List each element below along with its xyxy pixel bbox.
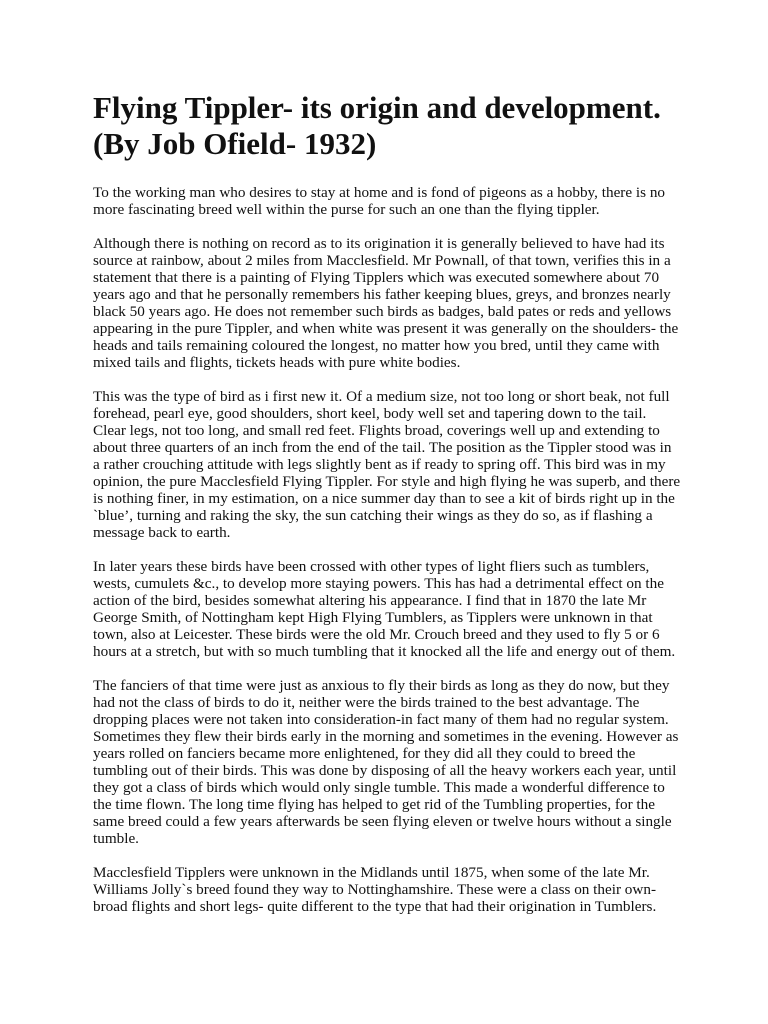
document-title xyxy=(93,90,681,162)
document-page xyxy=(93,90,681,932)
paragraph-6: Macclesfield Tipplers were unknown in the Midlands until 1875, when some of the late Mr. Williams Jolly`s breed found they way to Nottinghamshire. These were a class on their own- broad flights and short legs- quite different to the type that had their origination in Tumblers. xyxy=(93,864,657,915)
paragraph-5: The fanciers of that time were just as anxious to fly their birds as long as they do now, but they had not the class of birds to do it, neither were the birds trained to the best advantage. The dropping places were not taken into consideration-in fact many of them had no regular system. Sometimes they flew their birds early in the morning and sometimes in the evening. However as years rolled on fanciers became more enlightened, for they did all they could to breed the tumbling out of their birds. This was done by disposing of all the heavy workers each year, until they got a class of birds which would only single tumble. This made a wonderful difference to the time flown. The long time flying has helped to get rid of the Tumbling properties, for the same breed could a few years afterwards be seen flying eleven or twelve hours without a single tumble. xyxy=(93,677,679,847)
paragraph-1: To the working man who desires to stay at home and is fond of pigeons as a hobby, there is no more fascinating breed well within the purse for such an one than the flying tippler. xyxy=(93,184,666,218)
paragraph-2: Although there is nothing on record as to its origination it is generally believed to have had its source at rainbow, about 2 miles from Macclesfield. Mr Pownall, of that town, verifies this in a statement that there is a painting of Flying Tipplers which was executed somewhere about 70 years ago and that he personally remembers his father keeping blues, greys, and bronzes nearly black 50 years ago. He does not remember such birds as badges, bald pates or reds and yellows appearing in the pure Tippler, and when white was present it was generally on the shoulders- the heads and tails remaining coloured the longest, no matter how you bred, until they came with mixed tails and flights, tickets heads with pure white bodies. xyxy=(93,235,679,371)
paragraph-3: This was the type of bird as i first new it. Of a medium size, not too long or short beak, not full forehead, pearl eye, good shoulders, short keel, body well set and tapering down to the tail. Clear legs, not too long, and small red feet. Flights broad, coverings well up and extending to about three quarters of an inch from the end of the tail. The position as the Tippler stood was in a rather crouching attitude with legs slightly bent as if ready to spring off. This bird was in my opinion, the pure Macclesfield Flying Tippler. For style and high flying he was superb, and there is nothing finer, in my estimation, on a nice summer day than to see a kit of birds right up in the `blue’, turning and raking the sky, the sun catching their wings as they do so, as if flashing a message back to earth. xyxy=(93,388,681,541)
paragraph-4: In later years these birds have been crossed with other types of light fliers such as tumblers, wests, cumulets &c., to develop more staying powers. This has had a detrimental effect on the action of the bird, besides somewhat altering his appearance. I find that in 1870 the late Mr George Smith, of Nottingham kept High Flying Tumblers, as Tipplers were unknown in that town, also at Leicester. These birds were the old Mr. Crouch breed and they used to fly 5 or 6 hours at a stretch, but with so much tumbling that it knocked all the life and energy out of them. xyxy=(93,558,676,660)
title-line-1: Flying Tippler- its origin and development. xyxy=(93,90,661,125)
title-line-2: (By Job Ofield- 1932) xyxy=(93,126,377,161)
